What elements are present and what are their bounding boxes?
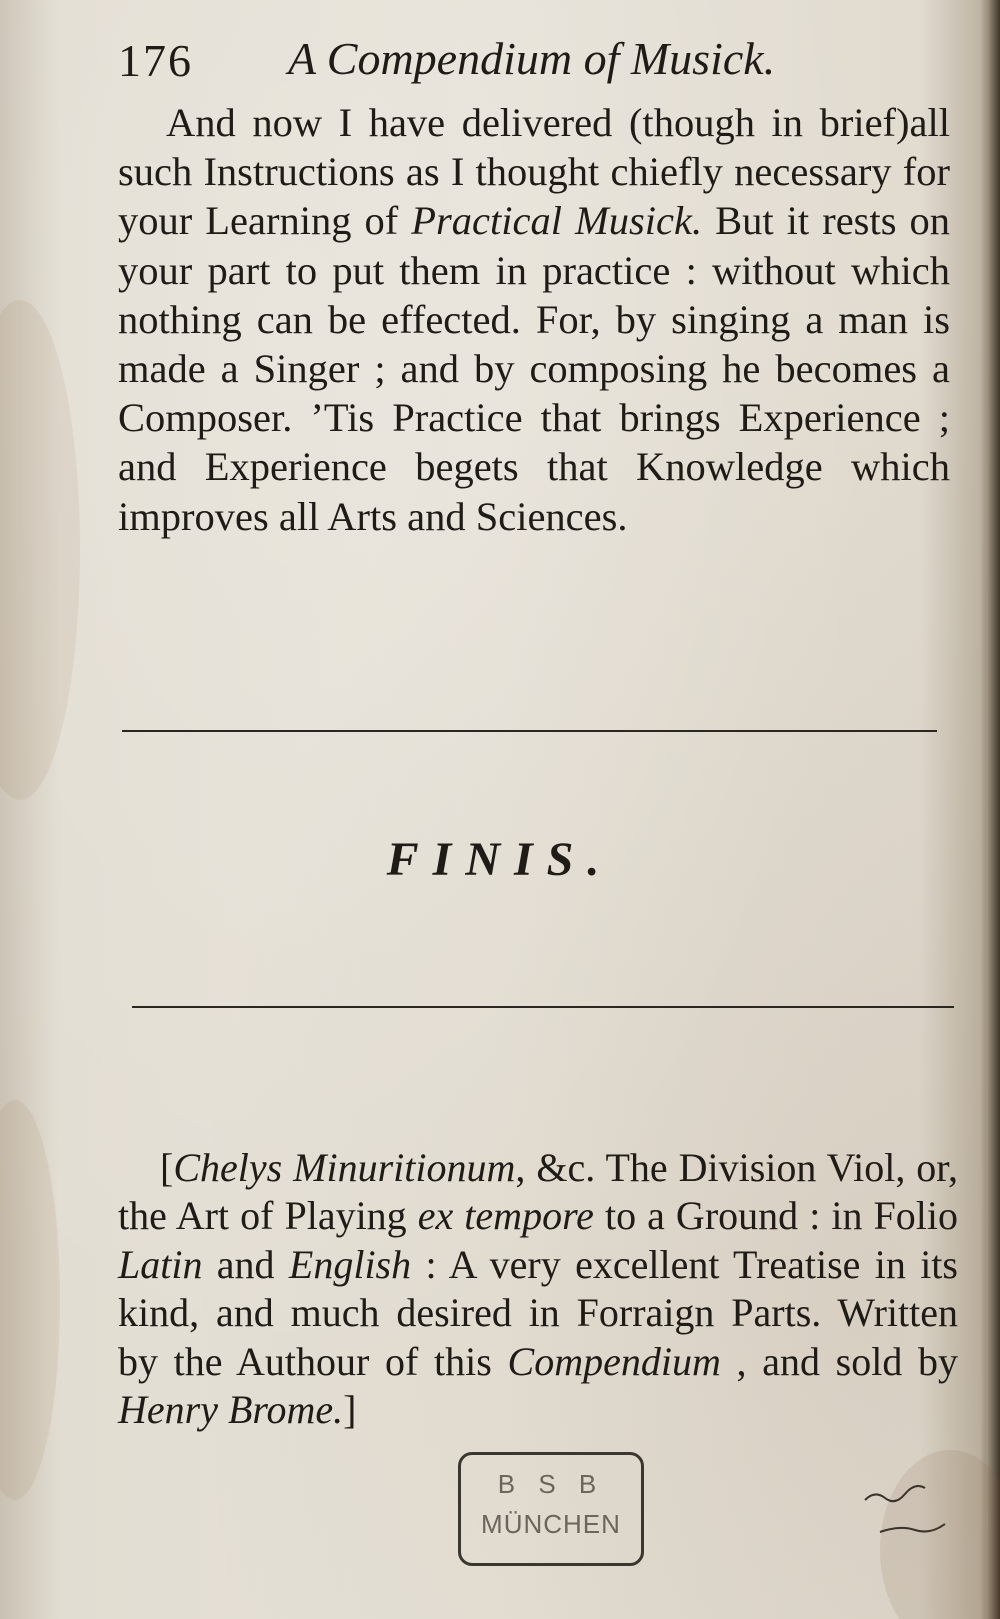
ad-text-segment: [ bbox=[160, 1145, 174, 1190]
ad-text-italic: English bbox=[288, 1241, 412, 1287]
pen-mark-icon bbox=[860, 1470, 960, 1550]
ad-text-segment: and bbox=[202, 1241, 289, 1287]
running-head: A Compendium of Musick. bbox=[288, 33, 776, 84]
stamp-line-2: MÜNCHEN bbox=[481, 1509, 621, 1539]
page-header bbox=[118, 28, 938, 98]
page-number: 176 bbox=[118, 35, 193, 86]
ad-text-italic: ex tempore bbox=[417, 1193, 594, 1239]
ad-text-italic: Compendium bbox=[507, 1338, 721, 1384]
paper-stain bbox=[0, 300, 80, 800]
stamp-line-1: B S B bbox=[497, 1469, 605, 1499]
horizontal-rule-top bbox=[122, 730, 937, 732]
ad-text-italic: Henry Brome. bbox=[118, 1387, 344, 1433]
book-spine-shadow bbox=[986, 0, 1000, 1619]
ad-text-segment: , &c. The Division Viol, or, the Art of Playing bbox=[118, 1145, 959, 1239]
ad-text-segment: to a Ground : in Folio bbox=[593, 1193, 958, 1239]
finis-heading: FINIS. bbox=[386, 833, 614, 886]
advertisement-paragraph bbox=[118, 1144, 958, 1434]
ad-text-segment: , and sold by bbox=[720, 1338, 959, 1384]
body-text-segment: But it rests on your part to put them in practice : without which nothing can be effected. For, by singing a man is made a Singer ; and by composing he becomes a Composer. ’Tis Practice that brings Experience ; and Experience begets that Knowledge which improves all Arts and Sciences. bbox=[118, 198, 950, 539]
show-through-text bbox=[120, 600, 940, 642]
ad-text-segment: : A very excellent Treatise in its kind, and much desired in Forraign Parts. Written by the Authour of this bbox=[118, 1241, 958, 1384]
paper-stain bbox=[0, 1100, 60, 1500]
ad-text-italic: Latin bbox=[118, 1241, 203, 1287]
body-text-segment: And now I have delivered (though in brief)all such Instructions as I thought chiefly necessary for your Learning of bbox=[118, 100, 950, 244]
library-stamp bbox=[458, 1452, 644, 1566]
ad-text-italic: Chelys Minuritionum bbox=[173, 1145, 516, 1190]
ad-text-segment: ] bbox=[343, 1387, 357, 1433]
body-text-italic: Practical Musick. bbox=[411, 198, 703, 244]
horizontal-rule-bottom bbox=[132, 1006, 954, 1008]
body-paragraph bbox=[118, 98, 950, 541]
